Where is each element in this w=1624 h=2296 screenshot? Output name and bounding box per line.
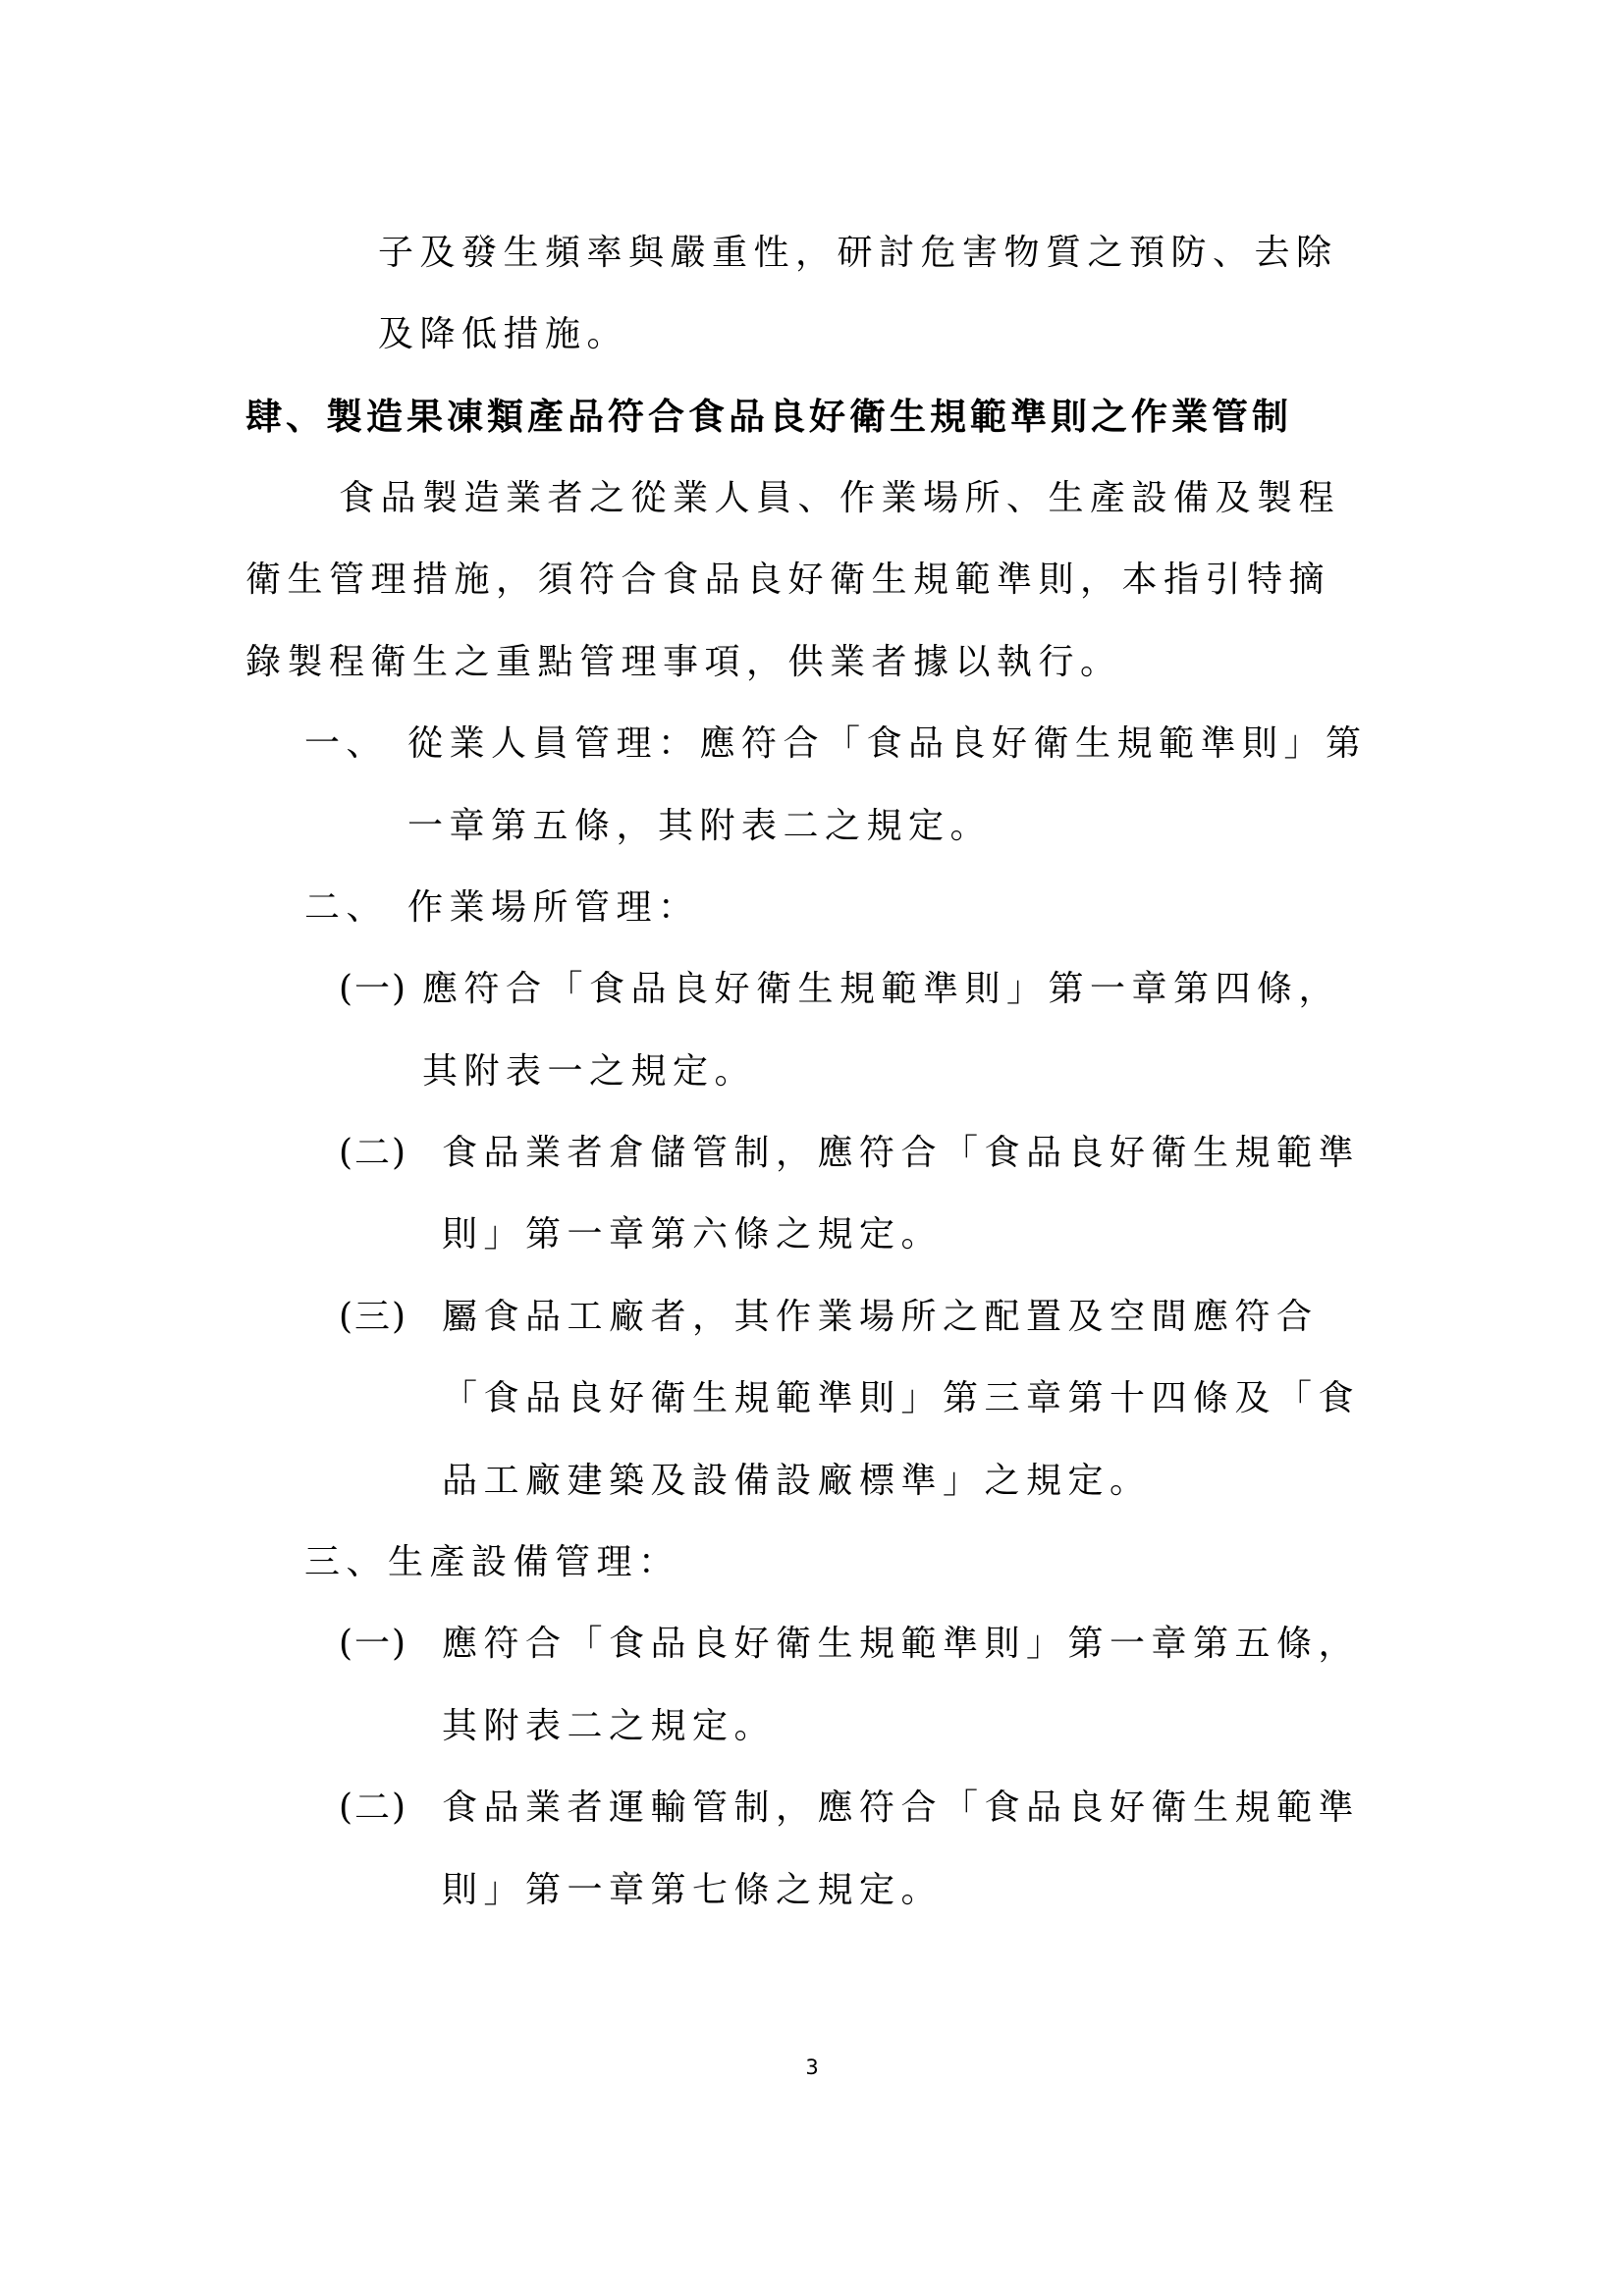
- item-2-sub-3-line-1: 屬食品工廠者，其作業場所之配置及空間應符合: [442, 1297, 1319, 1337]
- item-2-sub-2-line-1: 食品業者倉儲管制，應符合「食品良好衛生規範準: [442, 1133, 1361, 1173]
- intro-line-3: 錄製程衛生之重點管理事項，供業者據以執行。: [245, 642, 1122, 682]
- item-2-sub-3-marker: (三): [339, 1297, 408, 1337]
- intro-line-1: 食品製造業者之從業人員、作業場所、生產設備及製程: [339, 478, 1341, 518]
- item-2-sub-3-line-3: 品工廠建築及設備設廠標準」之規定。: [442, 1461, 1152, 1501]
- item-3-title: 三、生產設備管理：: [304, 1542, 680, 1582]
- intro-line-2: 衛生管理措施，須符合食品良好衛生規範準則，本指引特摘: [245, 560, 1331, 600]
- item-1-marker: 一、: [304, 723, 389, 764]
- item-2-sub-3-line-2: 「食品良好衛生規範準則」第三章第十四條及「食: [442, 1378, 1361, 1418]
- item-1-line-1: 從業人員管理：應符合「食品良好衛生規範準則」第: [407, 723, 1368, 764]
- item-2-marker: 二、: [304, 887, 389, 928]
- item-3-sub-2-line-1: 食品業者運輸管制，應符合「食品良好衛生規範準: [442, 1788, 1361, 1828]
- item-3-sub-1-marker: (一): [339, 1624, 408, 1664]
- item-2-sub-1-marker: (一): [339, 969, 408, 1009]
- continuation-line-2: 及降低措施。: [378, 314, 629, 354]
- item-2-title: 作業場所管理：: [407, 887, 700, 928]
- item-3-sub-1-line-2: 其附表二之規定。: [442, 1706, 777, 1746]
- continuation-line-1: 子及發生頻率與嚴重性，研討危害物質之預防、去除: [378, 233, 1338, 273]
- item-2-sub-1-line-2: 其附表一之規定。: [422, 1051, 757, 1092]
- item-2-sub-2-line-2: 則」第一章第六條之規定。: [442, 1214, 944, 1255]
- page-number: 3: [805, 2056, 819, 2079]
- item-3-sub-2-line-2: 則」第一章第七條之規定。: [442, 1870, 944, 1910]
- item-2-sub-1-line-1: 應符合「食品良好衛生規範準則」第一章第四條，: [422, 969, 1341, 1009]
- item-3-sub-2-marker: (二): [339, 1788, 408, 1828]
- section-heading: 肆、製造果凍類產品符合食品良好衛生規範準則之作業管制: [245, 396, 1292, 438]
- item-1-line-2: 一章第五條，其附表二之規定。: [407, 806, 993, 846]
- item-2-sub-2-marker: (二): [339, 1133, 408, 1173]
- item-3-sub-1-line-1: 應符合「食品良好衛生規範準則」第一章第五條，: [442, 1624, 1361, 1664]
